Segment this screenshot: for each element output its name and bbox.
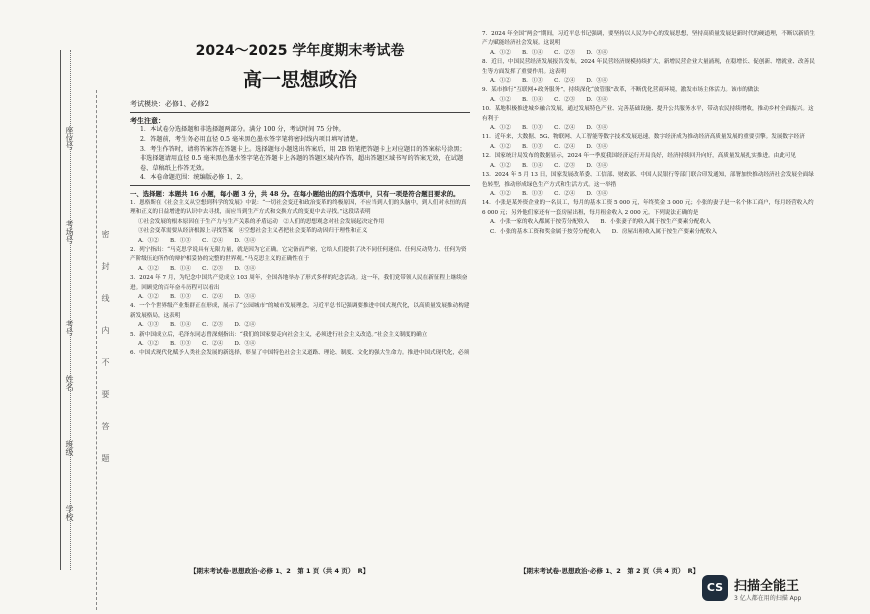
question-11-options: A．①② B．①③ C．②④ D．③④	[490, 143, 608, 150]
question-10: 10．某地积极推进城乡融合发展，通过发展特色产业、完善基础设施、提升公共服务水平，带动农民持续增收，推动乡村全面振兴。这有利于	[482, 106, 814, 122]
question-7-options: A．①② B．①④ C．②③ D．③④	[490, 49, 608, 56]
question-9-options: A．①② B．①④ C．②③ D．③④	[490, 96, 608, 103]
question-4: 4．一个个世界级产业集群正在形成，展示了“公园城市”的城市发展理念。习近平总书记强调要推进中国式现代化，以高质量发展推动构建新发展格局，这表明	[130, 303, 470, 319]
question-12: 12．国家统计局发布的数据显示，2024 年一季度我国经济运行开局良好，经济持续回升向好，高质量发展扎实推进。由此可见	[482, 153, 797, 160]
divider	[130, 185, 470, 186]
notice-item: 3．考生作答时，请将答案答在答题卡上。选择题每小题选出答案后，用 2B 铅笔把答题卡上对应题目的答案标号涂黑；非选择题请用直径 0.5 毫米黑色墨水签字笔在答题卡上各题的答题区域内作答，超出答题区域书写的答案无效，在试题卷、草稿纸上作答无效。	[140, 145, 466, 172]
question-1-statements-b: ③社会变革需要从经济根源上寻找答案 ④空想社会主义者把社会变革的动因归于理性和正义	[138, 228, 368, 235]
question-14: 14．小张是某外资企业的一名员工，每月的基本工资 5 000 元，年终奖金 3 000 元；小张的妻子是一名个体工商户，每月经营收入约 6 000 元；另外他们家还有一套房屋出租，每月租金收入 2 000 元。下列说法正确的是	[482, 200, 814, 216]
question-1-options: A．①② B．①③ C．②④ D．③④	[138, 237, 256, 244]
camscanner-icon: CS	[702, 575, 728, 601]
question-8-options: A．①② B．①③ C．②④ D．③④	[490, 78, 608, 85]
scanner-tagline: 3 亿人都在用的扫描 App	[734, 595, 802, 602]
seal-warning: 密 封 线 内 不 要 答 题	[101, 230, 110, 470]
question-4-options: A．①③ B．①④ C．②③ D．②④	[138, 322, 256, 329]
student-number-field: 考号	[65, 320, 74, 336]
question-6: 6．中国式现代化赋予人类社会发展的新选择，彰显了中国特色社会主义道路、理论、制度、文化的强大生命力。推进中国式现代化，必须	[130, 350, 470, 357]
notice-item: 1．本试卷分选择题和非选择题两部分。满分 100 分，考试时间 75 分钟。	[140, 126, 345, 134]
question-13: 13．2024 年 5 月 13 日，国家发展改革委、工信部、财政部、中国人民银行等部门联合印发通知，部署加快推动经济社会发展全面绿色转型，推动形成绿色生产方式和生活方式。这一举措	[482, 172, 814, 188]
question-11: 11．近年来，大数据、5G、物联网、人工智能等数字技术发展迅速，数字经济成为推动经济高质量发展的重要引擎。发展数字经济	[482, 134, 805, 141]
binding-line	[60, 50, 61, 570]
school-field: 学校	[65, 505, 74, 521]
exam-room-field: 考场号	[65, 220, 74, 244]
question-2-options: A．①② B．①④ C．②③ D．③④	[138, 265, 256, 272]
exam-scope: 考试模块：必修1、必修2	[130, 100, 209, 108]
question-10-options: A．①② B．①③ C．②④ D．③④	[490, 125, 608, 132]
name-field: 姓名	[65, 375, 74, 391]
notice-item: 4．本卷命题范围：统编版必修 1、2。	[140, 174, 247, 182]
scanner-app-name: 扫描全能王	[734, 579, 800, 594]
question-3-options: A．①② B．①③ C．②④ D．③④	[138, 294, 256, 301]
question-8: 8．近日，中国民营经济发展报告发布，2024 年民营经济规模持续扩大，新增民营企业大量涌现，在稳增长、促创新、增就业、改善民生等方面发挥了重要作用。这表明	[482, 59, 815, 75]
page-2	[482, 30, 816, 590]
divider	[130, 112, 470, 113]
question-5: 5．新中国成立后，毛泽东同志曾深刻指出：“我们的国家要走向社会主义，必须进行社会主义改造。”社会主义制度的确立	[130, 331, 428, 338]
binding-margin	[0, 30, 118, 590]
question-1-statements-a: ①社会发展的根本原因在于生产力与生产关系的矛盾运动 ②人们的思想观念对社会发展起决定作用	[138, 218, 385, 225]
page-2-footer: 【期末考试卷·思想政治·必修 1、2 第 2 页（共 4 页） R】	[520, 567, 700, 575]
question-5-options: A．①② B．①③ C．②④ D．③④	[138, 341, 256, 348]
question-14-option-ab: A．小张一家的收入都属于按劳分配收入 B．小张妻子的收入属于按生产要素分配收入	[490, 219, 711, 226]
dotted-cut-line	[70, 50, 73, 570]
class-field: 班级	[65, 440, 74, 456]
question-3: 3．2024 年 7 月，为纪念中国共产党成立 103 周年，全国各地举办了形式多样的纪念活动。这一年，我们党带领人民在新征程上继续奋进。回顾党的百年奋斗历程可以看出	[130, 275, 468, 291]
question-1: 1．恩格斯在《社会主义从空想到科学的发展》中说：“一切社会变迁和政治变革的终极原因，不应当到人们的头脑中，到人们对永恒的真理和正义的日益增进的认识中去寻找，而应当到生产方式和交换方式的变更中去寻找。”这段话表明	[130, 199, 467, 216]
page-1-footer: 【期末考试卷·思想政治·必修 1、2 第 1 页（共 4 页） R】	[190, 567, 370, 575]
question-13-options: A．①② B．①③ C．②④ D．③④	[490, 190, 608, 197]
question-12-options: A．①② B．①④ C．②③ D．③④	[490, 162, 608, 169]
notice-item: 2．答题前，考生务必用直径 0.5 毫米黑色墨水签字笔将密封线内项目填写清楚。	[140, 136, 362, 143]
question-9: 9．某市推行“互联网+政务服务”，持续深化“放管服”改革，不断优化营商环境，激发市场主体活力。该市的做法	[482, 87, 759, 94]
question-7: 7．2024 年全国“两会”期间，习近平总书记强调，要坚持以人民为中心的发展思想，坚持高质量发展是新时代的硬道理，不断以新质生产力赋能经济社会发展。这说明	[482, 31, 815, 47]
question-14-option-cd: C．小张的基本工资和奖金属于按劳分配收入 D．房屋出租收入属于按生产要素分配收入	[490, 228, 717, 235]
scanner-watermark	[702, 573, 860, 607]
notice-heading: 考生注意：	[130, 116, 165, 125]
seat-field: 座位号	[65, 126, 74, 150]
subject-title: 高一思想政治	[242, 69, 357, 91]
exam-year-title: 2024～2025 学年度期末考试卷	[195, 43, 405, 59]
page-1	[130, 30, 470, 590]
question-2: 2．列宁指出：“马克思学说具有无限力量，就是因为它正确。它完备而严密，它给人们提供了决不同任何迷信、任何反动势力、任何为资产阶级压迫所作的辩护相妥协的完整的世界观。”马克思主义的正确性在于	[130, 247, 467, 263]
section-heading: 一、选择题：本题共 16 小题，每小题 3 分，共 48 分。在每小题给出的四个选项中，只有一项是符合题目要求的。	[130, 189, 460, 198]
